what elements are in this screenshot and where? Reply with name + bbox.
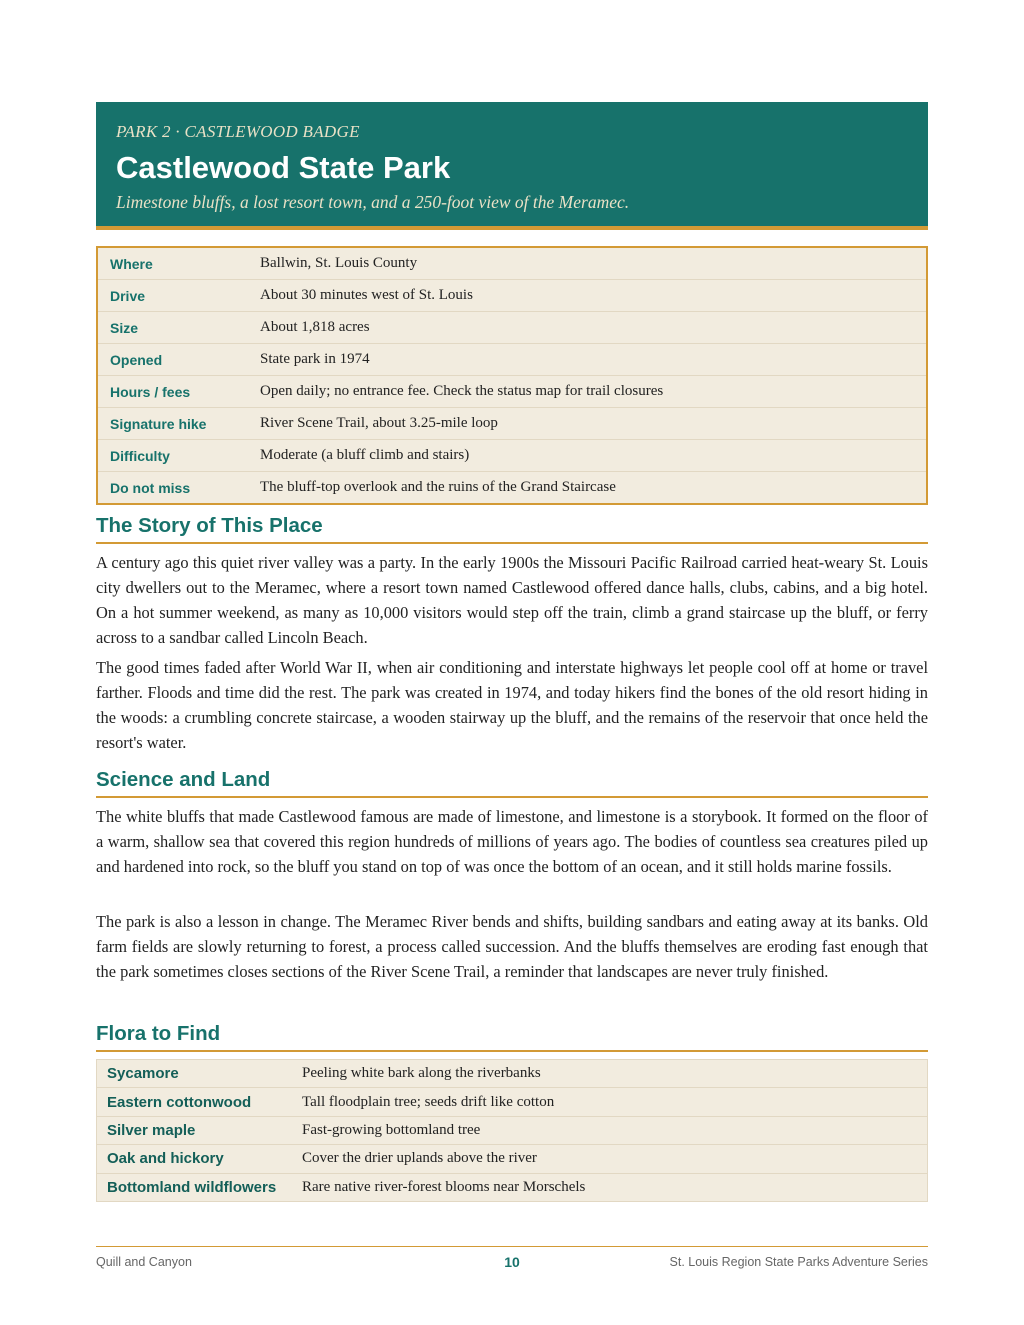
flora-name: Oak and hickory [107, 1150, 224, 1168]
fact-row-difficulty [98, 440, 926, 472]
flora-name: Silver maple [107, 1121, 196, 1139]
flora-name: Eastern cottonwood [107, 1093, 252, 1111]
flora-description: Tall floodplain tree; seeds drift like cotton [302, 1093, 555, 1110]
story-paragraph: The good times faded after World War II, when air conditioning and interstate highways let people cool off at home or travel farther. Floods and time did the rest. The park was created in 1974, and today hikers find the bones of the old resort hiding in the woods: a crumbling concrete staircase, a wooden stairway up the bluff, and the remains of the reservoir that once held the resort's water. [96, 658, 928, 752]
fact-value: Open daily; no entrance fee. Check the status map for trail closures [260, 383, 664, 399]
park-facts-table [96, 246, 928, 505]
fact-row-do-not-miss [98, 472, 926, 503]
fact-row-where [98, 248, 926, 280]
fact-label: Hours / fees [110, 383, 191, 400]
page-title: Castlewood State Park [116, 150, 451, 185]
fact-value: Ballwin, St. Louis County [260, 255, 418, 271]
flora-row [97, 1174, 927, 1201]
fact-label: Size [110, 319, 139, 336]
park-header [96, 102, 928, 230]
fact-value: About 30 minutes west of St. Louis [260, 287, 473, 303]
fact-value: State park in 1974 [260, 351, 370, 367]
footer-series-title: St. Louis Region State Parks Adventure Series [669, 1255, 928, 1269]
fact-label: Signature hike [110, 415, 207, 432]
flora-description: Rare native river-forest blooms near Morschels [302, 1178, 586, 1195]
flora-row [97, 1117, 927, 1145]
fact-value: The bluff-top overlook and the ruins of the Grand Staircase [260, 479, 616, 495]
science-heading: Science and Land [96, 768, 928, 798]
flora-name: Sycamore [107, 1065, 179, 1083]
science-paragraph: The white bluffs that made Castlewood famous are made of limestone, and limestone is a storybook. It formed on the floor of a warm, shallow sea that covered this region hundreds of millions of years ago. The bodies of countless sea creatures piled up and hardened into rock, so the bluff you stand on top of was once the bottom of an ocean, and it still holds marine fossils. [96, 807, 928, 876]
fact-row-signature-hike [98, 408, 926, 440]
badge-kicker: PARK 2 · CASTLEWOOD BADGE [116, 122, 360, 141]
flora-description: Peeling white bark along the riverbanks [302, 1065, 541, 1082]
page-tagline: Limestone bluffs, a lost resort town, and a 250-foot view of the Meramec. [116, 192, 630, 212]
fact-row-size [98, 312, 926, 344]
fact-label: Opened [110, 351, 163, 368]
fact-value: Moderate (a bluff climb and stairs) [260, 447, 470, 463]
page-number: 10 [504, 1254, 520, 1270]
flora-name: Bottomland wildflowers [107, 1178, 277, 1196]
flora-row [97, 1060, 927, 1088]
flora-table [96, 1059, 928, 1202]
fact-label: Drive [110, 287, 146, 304]
story-heading: The Story of This Place [96, 514, 928, 544]
fact-label: Do not miss [110, 479, 191, 496]
fact-label: Where [110, 255, 153, 272]
science-paragraph: The park is also a lesson in change. The Meramec River bends and shifts, building sandbars and eating away at its banks. Old farm fields are slowly returning to forest, a process called succession. And the bluffs themselves are eroding fast enough that the park sometimes closes sections of the River Scene Trail, a reminder that landscapes are never truly finished. [96, 912, 928, 981]
flora-row [97, 1145, 927, 1173]
fact-value: About 1,818 acres [260, 319, 370, 335]
flora-heading: Flora to Find [96, 1022, 928, 1052]
fact-value: River Scene Trail, about 3.25-mile loop [260, 415, 498, 431]
footer-publisher: Quill and Canyon [96, 1255, 192, 1269]
flora-row [97, 1088, 927, 1116]
fact-label: Difficulty [110, 447, 170, 464]
page-footer [96, 1246, 928, 1277]
flora-description: Fast-growing bottomland tree [302, 1121, 481, 1138]
story-paragraph: A century ago this quiet river valley was a party. In the early 1900s the Missouri Pacific Railroad carried heat-weary St. Louis city dwellers out to the Meramec, where a resort town named Castlewood offered dance halls, clubs, cabins, and a big hotel. On a hot summer weekend, as many as 10,000 visitors would step off the train, climb a grand staircase up the bluff, or ferry across to a sandbar called Lincoln Beach. [96, 553, 928, 647]
fact-row-opened [98, 344, 926, 376]
fact-row-hours [98, 376, 926, 408]
fact-row-drive [98, 280, 926, 312]
flora-description: Cover the drier uplands above the river [302, 1150, 537, 1167]
